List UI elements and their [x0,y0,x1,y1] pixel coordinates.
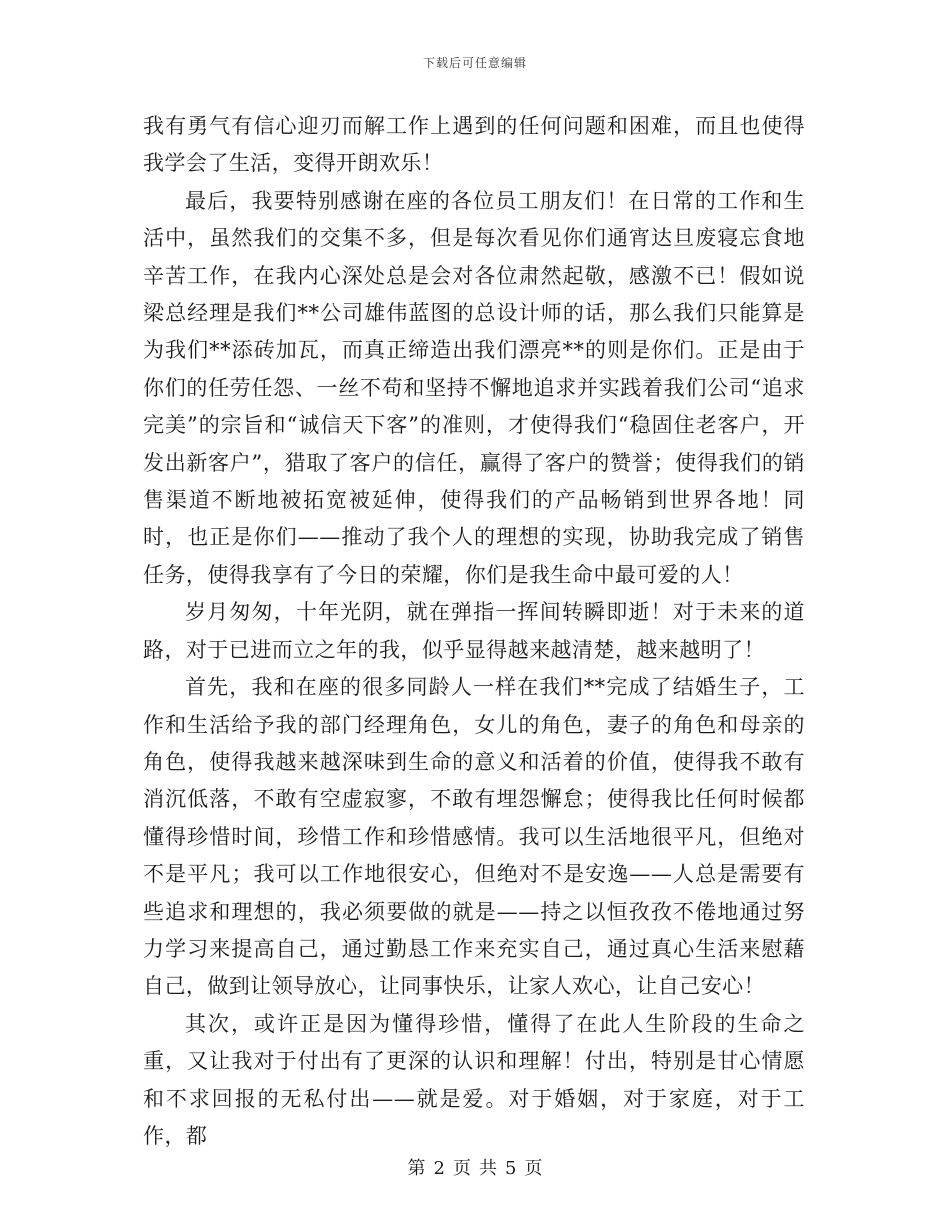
page-header-note: 下载后可任意编辑 [422,56,527,70]
document-body [143,108,805,1155]
footer-page-word: 页 [453,1158,471,1179]
paragraph-2: 最后，我要特别感谢在座的各位员工朋友们！在日常的工作和生活中，虽然我们的交集不多，但是每次看见你们通宵达旦废寝忘食地辛苦工作，在我内心深处总是会对各位肃然起敬，感激不已！假如说梁总经理是我们**公司雄伟蓝图的总设计师的话，那么我们只能算是为我们**添砖加瓦，而真正缔造出我们漂亮**的则是你们。正是由于你们的任劳任怨、一丝不苟和坚持不懈地追求并实践着我们公司“追求完美”的宗旨和“诚信天下客”的准则，才使得我们“稳固住老客户，开发出新客户”，猎取了客户的信任，赢得了客户的赞誉；使得我们的销售渠道不断地被拓宽被延伸，使得我们的产品畅销到世界各地！同时，也正是你们——推动了我个人的理想的实现，协助我完成了销售任务，使得我享有了今日的荣耀，你们是我生命中最可爱的人！ [143,188,805,587]
paragraph-3: 岁月匆匆，十年光阴，就在弹指一挥间转瞬即逝！对于未来的道路，对于已进而立之年的我，似乎显得越来越清楚，越来越明了！ [143,600,805,662]
paragraph-1: 我有勇气有信心迎刃而解工作上遇到的任何问题和困难，而且也使得我学会了生活，变得开朗欢乐！ [143,114,805,176]
paragraph-5: 其次，或许正是因为懂得珍惜，懂得了在此人生阶段的生命之重，又让我对于付出有了更深的认识和理解！付出，特别是甘心情愿和不求回报的无私付出——就是爱。对于婚姻，对于家庭，对于工作，都 [143,1011,805,1148]
footer-current-page: 2 [433,1158,445,1179]
footer-prefix: 第 [407,1158,426,1179]
footer-total-pages: 5 [505,1158,517,1179]
footer-total-word: 共 [479,1158,497,1179]
footer-suffix: 页 [524,1158,543,1179]
paragraph-4: 首先，我和在座的很多同龄人一样在我们**完成了结婚生子，工作和生活给予我的部门经理角色，女儿的角色，妻子的角色和母亲的角色，使得我越来越深味到生命的意义和活着的价值，使得我不敢有消沉低落，不敢有空虚寂寥，不敢有埋怨懈怠；使得我比任何时候都懂得珍惜时间，珍惜工作和珍惜感情。我可以生活地很平凡，但绝对不是平凡；我可以工作地很安心，但绝对不是安逸——人总是需要有些追求和理想的，我必须要做的就是——持之以恒孜孜不倦地通过努力学习来提高自己，通过勤恳工作来充实自己，通过真心生活来慰藉自己，做到让领导放心，让同事快乐，让家人欢心，让自己安心！ [143,675,805,999]
page-footer [0,1154,950,1180]
